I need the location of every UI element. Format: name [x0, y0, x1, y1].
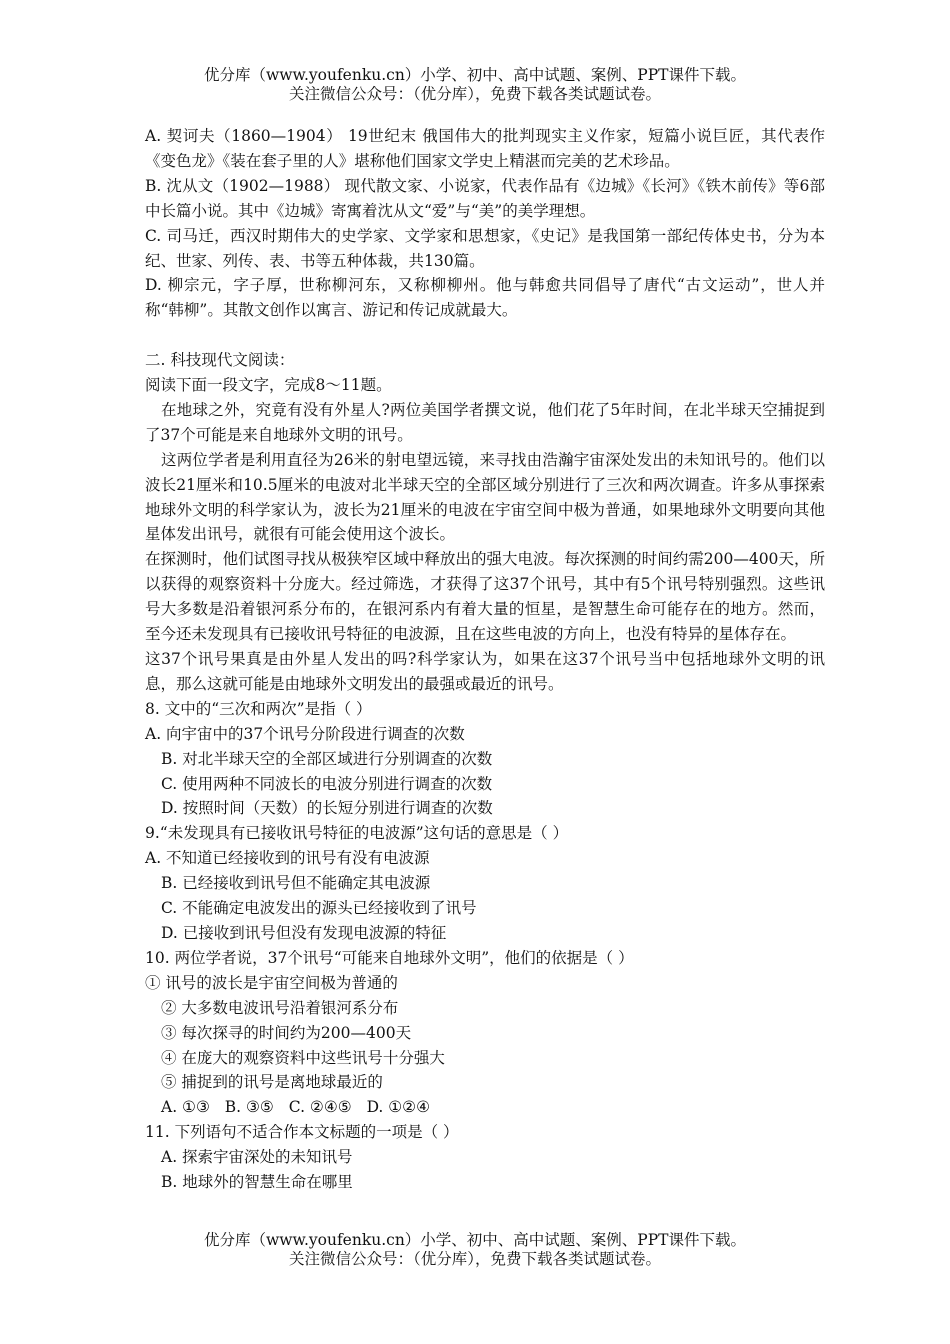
- section-instruction: 阅读下面一段文字，完成8～11题。: [145, 376, 392, 395]
- question-11-option-b: B. 地球外的智慧生命在哪里: [161, 1173, 353, 1192]
- question-10-option-d: D. ①②④: [366, 1098, 430, 1117]
- author-item-b: B. 沈从文（1902—1988） 现代散文家、小说家，代表作品有《边城》《长河》《铁木前传》等6部中长篇小说。其中《边城》寄寓着沈从文“爱”与“美”的美学理想。: [145, 176, 825, 220]
- question-10-option-b: B. ③⑤: [224, 1098, 274, 1117]
- question-8-option-a: A. 向宇宙中的37个讯号分阶段进行调查的次数: [145, 724, 465, 743]
- question-10-item-3: ③ 每次探寻的时间约为200—400天: [161, 1023, 412, 1042]
- spacer: [145, 323, 825, 348]
- passage-paragraph-1: 在地球之外，究竟有没有外星人?两位美国学者撰文说，他们花了5年时间，在北半球天空捕捉到了37个可能是来自地球外文明的讯号。: [145, 400, 825, 444]
- question-9-option-a: A. 不知道已经接收到的讯号有没有电波源: [145, 849, 430, 868]
- footer-line-2: 关注微信公众号：（优分库），免费下载各类试题试卷。: [288, 1250, 661, 1268]
- question-10-stem: 10. 两位学者说，37个讯号“可能来自地球外文明”，他们的依据是（ ）: [145, 948, 634, 967]
- footer-line-1: 优分库（www.youfenku.cn）小学、初中、高中试题、案例、PPT课件下载。: [203, 1231, 747, 1249]
- question-10-item-4: ④ 在庞大的观察资料中这些讯号十分强大: [161, 1048, 445, 1067]
- author-item-a: A. 契诃夫（1860—1904） 19世纪末 俄国伟大的批判现实主义作家，短篇小说巨匠，其代表作《变色龙》《装在套子里的人》堪称他们国家文学史上精湛而完美的艺术珍品。: [145, 127, 825, 170]
- passage-paragraph-2: 这两位学者是利用直径为26米的射电望远镜，来寻找由浩瀚宇宙深处发出的未知讯号的。他们以波长21厘米和10.5厘米的电波对北半球天空的全部区域分别进行了三次和两次调查。许多从事探索地球外文明的科学家认为，波长为21厘米的电波在宇宙空间中极为普通，如果地球外文明要向其他星体发出讯号，就很有可能会使用这个波长。: [145, 450, 825, 544]
- question-8-stem: 8. 文中的“三次和两次”是指（ ）: [145, 699, 372, 718]
- question-10-item-2: ② 大多数电波讯号沿着银河系分布: [161, 998, 399, 1017]
- question-11-option-a: A. 探索宇宙深处的未知讯号: [161, 1148, 353, 1167]
- question-9-option-d: D. 已接收到讯号但没有发现电波源的特征: [161, 923, 447, 942]
- document-body: [145, 124, 825, 1195]
- section-title: 二. 科技现代文阅读：: [145, 351, 295, 370]
- header-line-2: 关注微信公众号：（优分库），免费下载各类试题试卷。: [288, 85, 661, 103]
- question-11-stem: 11. 下列语句不适合作本文标题的一项是（ ）: [145, 1123, 459, 1142]
- question-9-stem: 9.“未发现具有已接收讯号特征的电波源”这句话的意思是（ ）: [145, 824, 569, 843]
- question-9-option-b: B. 已经接收到讯号但不能确定其电波源: [161, 874, 431, 893]
- header-line-1: 优分库（www.youfenku.cn）小学、初中、高中试题、案例、PPT课件下载。: [203, 66, 747, 84]
- question-8-option-c: C. 使用两种不同波长的电波分别进行调查的次数: [161, 774, 493, 793]
- question-10-option-a: A. ①③: [161, 1098, 210, 1117]
- page-header: [0, 66, 950, 104]
- question-10-option-c: C. ②④⑤: [288, 1098, 352, 1117]
- question-10-item-1: ① 讯号的波长是宇宙空间极为普通的: [145, 973, 398, 992]
- question-9-option-c: C. 不能确定电波发出的源头已经接收到了讯号: [161, 899, 477, 918]
- page-footer: [0, 1231, 950, 1269]
- question-8-option-d: D. 按照时间（天数）的长短分别进行调查的次数: [161, 799, 493, 818]
- passage-paragraph-4: 这37个讯号果真是由外星人发出的吗?科学家认为，如果在这37个讯号当中包括地球外文明的讯息，那么这就可能是由地球外文明发出的最强或最近的讯号。: [145, 650, 825, 693]
- question-10-options: [145, 1095, 825, 1120]
- question-8-option-b: B. 对北半球天空的全部区域进行分别调查的次数: [161, 749, 493, 768]
- question-10-item-5: ⑤ 捕捉到的讯号是离地球最近的: [161, 1073, 383, 1092]
- passage-paragraph-3: 在探测时，他们试图寻找从极狭窄区域中释放出的强大电波。每次探测的时间约需200—400天，所以获得的观察资料十分庞大。经过筛选，才获得了这37个讯号，其中有5个讯号特别强烈。这些讯号大多数是沿着银河系分布的，在银河系内有着大量的恒星，是智慧生命可能存在的地方。然而，至今还未发现具有已接收讯号特征的电波源，且在这些电波的方向上，也没有特异的星体存在。: [145, 550, 825, 644]
- author-item-c: C. 司马迁，西汉时期伟大的史学家、文学家和思想家，《史记》是我国第一部纪传体史书，分为本纪、世家、列传、表、书等五种体裁，共130篇。: [145, 226, 825, 270]
- author-item-d: D. 柳宗元，字子厚，世称柳河东，又称柳柳州。他与韩愈共同倡导了唐代“古文运动”，世人并称“韩柳”。其散文创作以寓言、游记和传记成就最大。: [145, 276, 825, 320]
